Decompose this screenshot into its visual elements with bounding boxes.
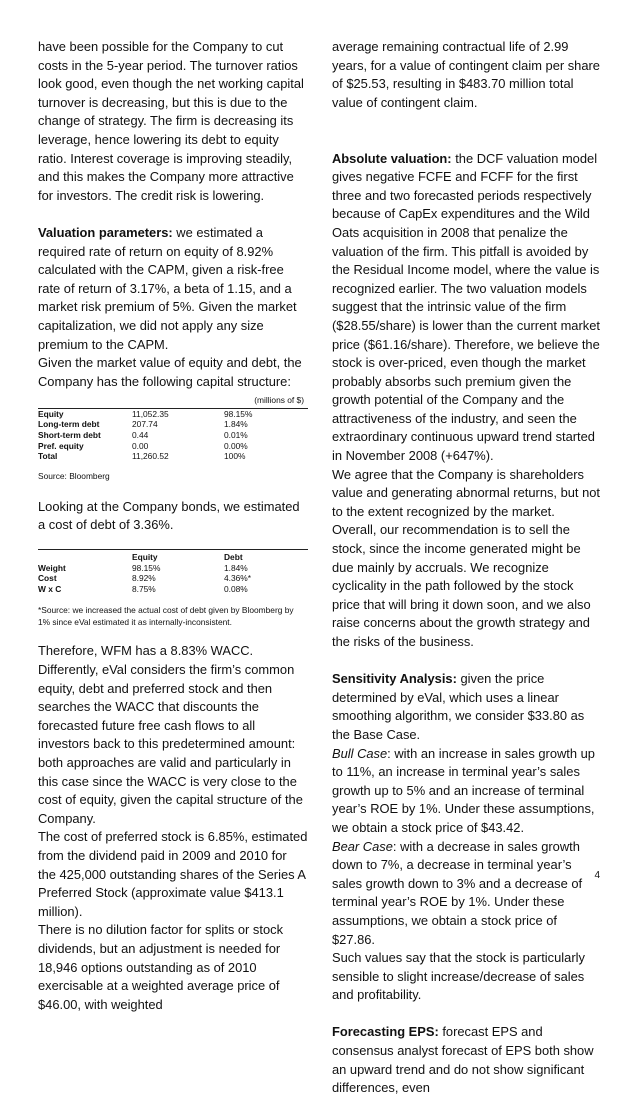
paragraph-forecasting-eps: Forecasting EPS: forecast EPS and consensus analyst forecast of EPS both show an upward trend and do not show significant differences, even — [332, 1024, 594, 1096]
wacc-table — [38, 549, 308, 628]
bull-case-label: Bull Case — [332, 745, 388, 761]
table-row: Short-term debt 0.44 0.01% — [38, 430, 248, 441]
paragraph-bull-case: Bull Case: with an increase in sales growth up to 11%, an increase in terminal year’s sales growth up to 5% and an increase of terminal year’s ROE by 1%. Under these assumptions, we obtain a stock price of $43.42. — [332, 745, 595, 835]
table-row: Total 11,260.52 100% — [38, 451, 246, 462]
bear-case-label: Bear Case — [332, 838, 393, 854]
table-row: Cost 8.92% 4.36%* — [38, 573, 252, 584]
paragraph-dilution: There is no dilution factor for splits or stock dividends, but an adjustment is needed for 18,946 options outstanding as of 2010 exercisable at a weighted average price of $46.00, with weighted — [38, 922, 284, 1012]
heading-valuation-parameters: Valuation parameters: — [38, 224, 173, 240]
paragraph-sensitivity-analysis: Sensitivity Analysis: given the price determined by eVal, which uses a linear smoothing algorithm, we consider $33.80 as the Base Case. — [332, 671, 585, 742]
table-source: Source: Bloomberg — [38, 470, 110, 481]
table-header-row: Equity Debt — [132, 552, 243, 563]
right-column — [332, 38, 602, 1098]
paragraph-bear-case: Bear Case: with a decrease in sales growth down to 7%, a decrease in terminal year’s sales growth down to 3% and a decrease of terminal year’s ROE by 1%. Under these assumptions, we obtain a stock price of $27.86. — [332, 838, 583, 947]
heading-sensitivity-analysis: Sensitivity Analysis: — [332, 671, 457, 687]
table-row: Long-term debt 207.74 1.84% — [38, 419, 248, 430]
heading-absolute-valuation: Absolute valuation: — [332, 150, 452, 166]
paragraph-shareholders-value: We agree that the Company is shareholders value and generating abnormal returns, but not to the extent recognized by the market. — [332, 466, 601, 519]
paragraph-sensitivity-conclusion: Such values say that the stock is particularly sensible to slight increase/decrease of sales and profitability. — [332, 950, 585, 1003]
paragraph-preferred-stock: The cost of preferred stock is 6.85%, estimated from the dividend paid in 2009 and 2010 for the 425,000 outstanding shares of the Series A Preferred Stock (approximate value $413.1 million). — [38, 829, 308, 919]
heading-forecasting-eps: Forecasting EPS: — [332, 1024, 439, 1040]
paragraph-capital-structure-intro: Given the market value of equity and debt, the Company has the following capital structure: — [38, 355, 302, 389]
table-unit: (millions of $) — [254, 395, 304, 406]
page-number: 4 — [594, 870, 600, 881]
paragraph-valuation-parameters: Valuation parameters: we estimated a required rate of return on equity of 8.92% calculated with the CAPM, given a risk-free rate of return of 3.17%, a beta of 1.15, and a market risk premium of 5%. Given the market capitalization, we did not apply any size premium to the CAPM. — [38, 224, 297, 352]
paragraph-recommendation: Overall, our recommendation is to sell the stock, since the income generated might be due mainly by accruals. We recognize cyclicality in the path followed by the stock price that will bring it down soon, and we also raise concerns about the growth strategy and the risks of the business. — [332, 522, 591, 649]
table-row: W x C 8.75% 0.08% — [38, 583, 248, 594]
paragraph-wacc: Therefore, WFM has a 8.83% WACC. — [38, 643, 254, 659]
table-row: Equity 11,052.35 98.15% — [38, 408, 253, 419]
capital-structure-table — [38, 395, 308, 482]
paragraph-cost-of-debt: Looking at the Company bonds, we estimated a cost of debt of 3.36%. — [38, 498, 300, 533]
table-row: Pref. equity 0.00 0.00% — [38, 440, 248, 451]
table-row: Weight 98.15% 1.84% — [38, 562, 248, 573]
paragraph-absolute-valuation: Absolute valuation: the DCF valuation model gives negative FCFE and FCFF for the first three and two forecasted periods respectively because of CapEx expenditures and the Wild Oats acquisition in 2008 that penalize the valuation of the firm. This pitfall is avoided by the Residual Income model, where the value is recognized earlier. The two valuation models suggest that the intrinsic value of the firm ($28.55/share) is lower than the current market price ($61.16/share). Therefore, we believe the stock is over-priced, even though the market probably absorbs such premium given the growth potential of the Company and the attractiveness of the industry, and seen the extraordinary continuous upward trend started in November 2008 (+647%). — [332, 150, 600, 464]
table-footnote: *Source: we increased the actual cost of debt given by Bloomberg by 1% since eVal estimated it as internally-inconsistent. — [38, 605, 294, 628]
paragraph-ratios: have been possible for the Company to cut costs in the 5-year period. The turnover ratios look good, even though the net working capital turnover is decreasing, but this is due to the change of strategy. The firm is decreasing its leverage, hence lowering its debt to equity ratio. Interest coverage is improving steadily, and this makes the Company more attractive for investors. The credit risk is lowering. — [38, 39, 304, 203]
left-column — [38, 38, 308, 1014]
paragraph-contingent-claim: average remaining contractual life of 2.99 years, for a value of contingent claim per share of $25.53, resulting in $483.70 million total value of contingent claim. — [332, 39, 600, 110]
paragraph-eval-approach: Differently, eVal considers the firm’s common equity, debt and preferred stock and then searches the WACC that discounts the forecasted future free cash flows to all investors back to this predetermined amount: both approaches are valid and particularly in this case since the WACC is very close to the cost of equity, given the capital structure of the Company. — [38, 662, 303, 826]
